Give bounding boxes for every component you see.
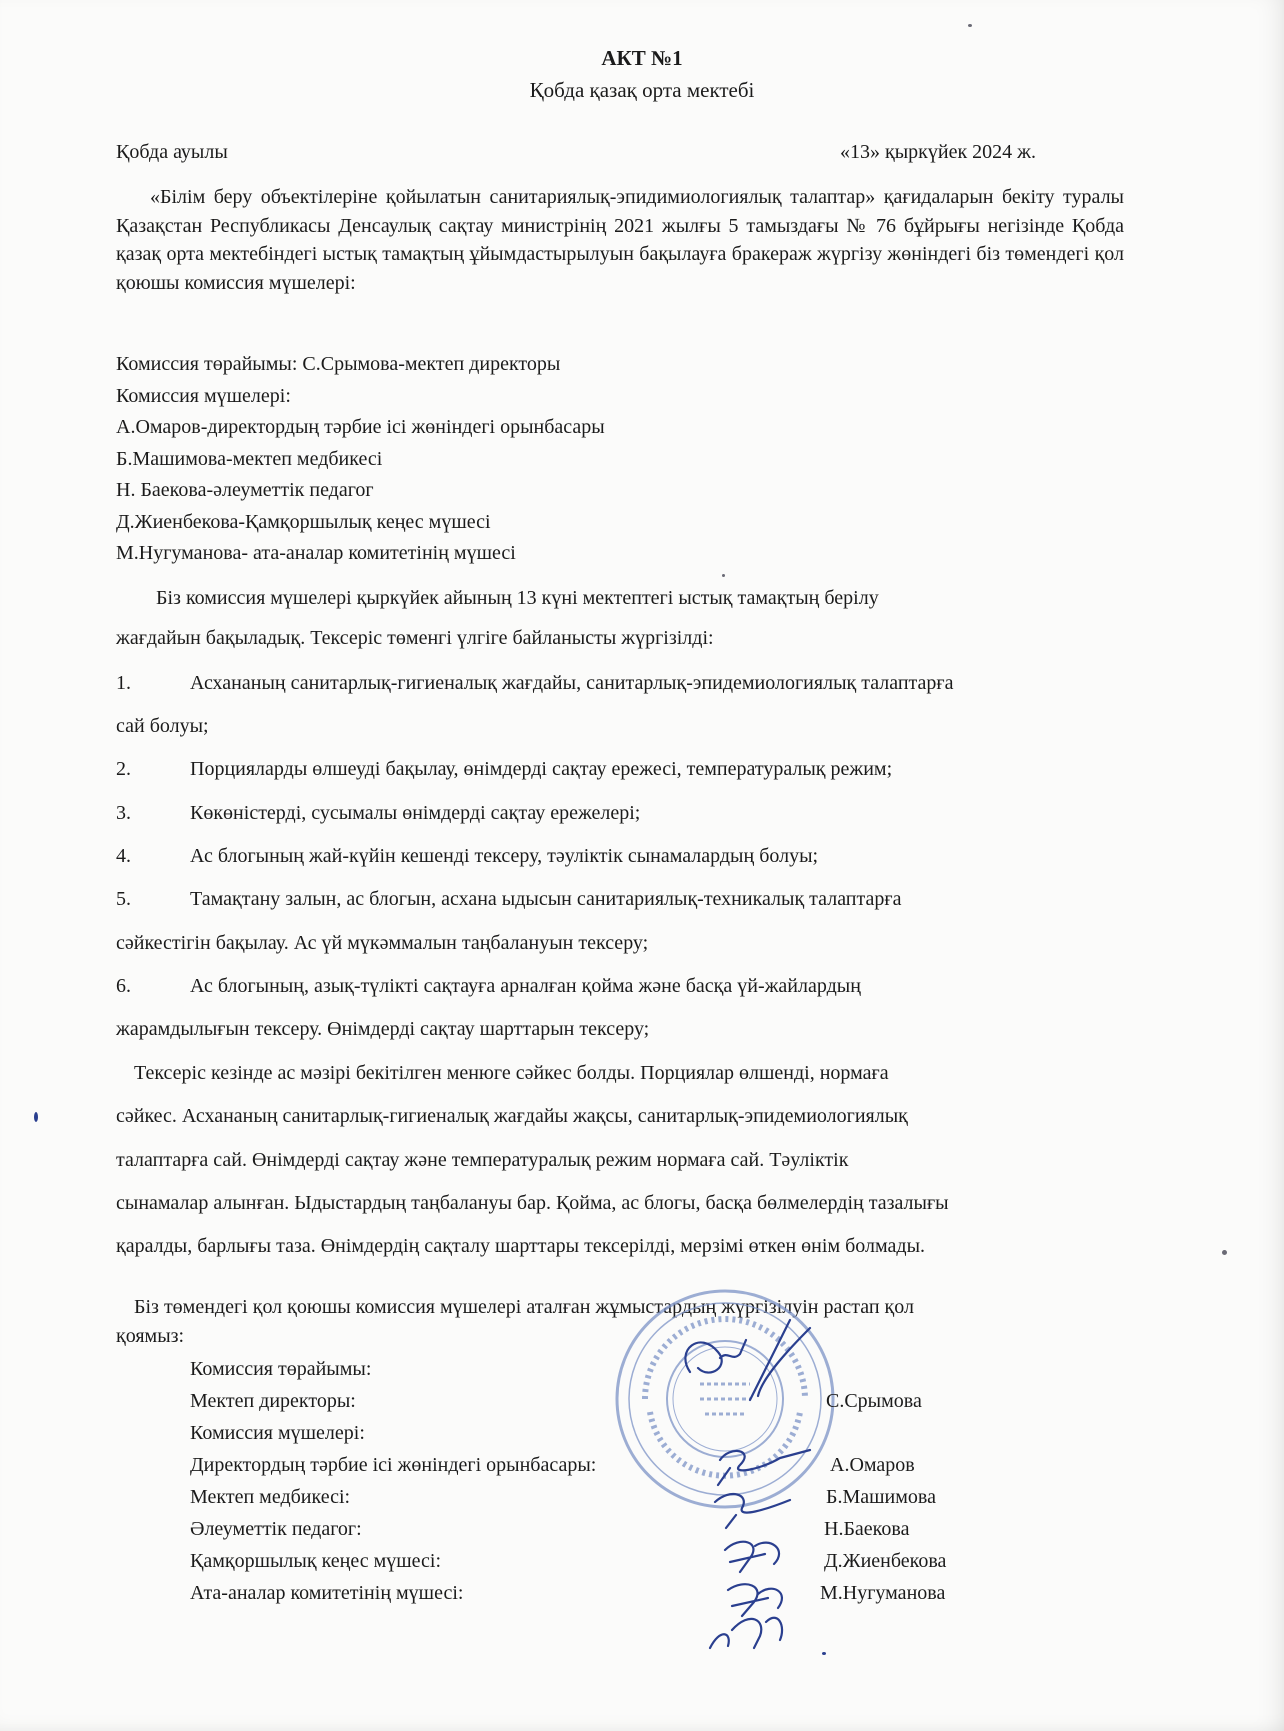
place: Қобда ауылы (116, 141, 228, 163)
commission-member: Д.Жиенбекова-Қамқоршылық кеңес мүшесі (116, 510, 491, 533)
commission-member: Б.Машимова-мектеп медбикесі (116, 447, 383, 470)
findings-line: қаралды, барлығы таза. Өнімдердің сақталу шарттары тексерілді, мерзімі өткен өнім болмады. (116, 1235, 926, 1257)
signature-label: Мектеп директоры: (190, 1390, 356, 1412)
checklist-item: Ас блогының, азық-түлікті сақтауға арналған қойма және басқа үй-жайлардың (190, 975, 861, 997)
findings-line: Тексеріс кезінде ас мәзірі бекітілген менюге сәйкес болды. Порциялар өлшенді, нормаға (134, 1062, 889, 1084)
checklist-item-cont: жарамдылығын тексеру. Өнімдерді сақтау шарттарын тексеру; (116, 1018, 650, 1040)
signature-name: М.Нугуманова (820, 1582, 946, 1604)
scan-speck (1222, 1250, 1227, 1255)
signature-label: Әлеуметтік педагог: (190, 1518, 362, 1540)
signature-chair-heading: Комиссия төрайымы: (190, 1358, 372, 1380)
document-title: АКТ №1 (601, 46, 683, 70)
findings-line: сынамалар алынған. Ыдыстардың таңбалануы бар. Қойма, ас блогы, басқа бөлмелердің тазалығы (116, 1192, 949, 1214)
commission-list (116, 349, 605, 570)
date: «13» қыркүйек 2024 ж. (840, 141, 1036, 163)
signature-label: Қамқоршылық кеңес мүшесі: (190, 1550, 442, 1572)
school-name: Қобда қазақ орта мектебі (529, 78, 755, 102)
findings-line: сәйкес. Асхананың санитарлық-гигиеналық жағдайы жақсы, санитарлық-эпидемиологиялық (116, 1105, 908, 1127)
checklist-item-cont: сай болуы; (116, 715, 209, 737)
checklist-number: 6. (116, 975, 131, 997)
findings-line: талаптарға сай. Өнімдерді сақтау және температуралық режим нормаға сай. Тәуліктік (116, 1149, 849, 1171)
signature-name: А.Омаров (830, 1454, 915, 1476)
signature-name: Д.Жиенбекова (824, 1550, 947, 1572)
inspection-lead: жағдайын бақыладық. Тексеріс төменгі үлгіге байланысты жүргізілді: (116, 627, 714, 649)
intro-paragraph (116, 183, 1124, 297)
signature-label: Мектеп медбикесі: (190, 1486, 351, 1508)
checklist-number: 1. (116, 672, 131, 694)
signature-label: Ата-аналар комитетінің мүшесі: (190, 1582, 464, 1604)
checklist-item: Көкөністерді, сусымалы өнімдерді сақтау ережелері; (190, 802, 641, 824)
commission-member: Н. Баекова-әлеуметтік педагог (116, 479, 374, 501)
commission-member: М.Нугуманова- ата-аналар комитетінің мүшесі (116, 542, 516, 564)
signature-name: Н.Баекова (824, 1518, 910, 1540)
commission-member: А.Омаров-директордың тәрбие ісі жөніндегі орынбасары (116, 416, 605, 438)
scan-speck (722, 574, 725, 577)
signature-members-heading: Комиссия мүшелері: (190, 1422, 365, 1444)
commission-members-heading: Комиссия мүшелері: (116, 384, 291, 407)
signature-name: С.Срымова (826, 1390, 922, 1412)
checklist-item: Порцияларды өлшеуді бақылау, өнімдерді сақтау ережесі, температуралық режим; (190, 758, 893, 780)
checklist-item: Асхананың санитарлық-гигиеналық жағдайы, санитарлық-эпидемиологиялық талаптарға (190, 672, 954, 694)
closing-statement: Біз төмендегі қол қоюшы комиссия мүшелері аталған жұмыстардың жүргізілуін растап қол (134, 1296, 914, 1318)
checklist-number: 3. (116, 802, 131, 824)
scan-speck (34, 1112, 38, 1122)
commission-chair: Комиссия төрайымы: С.Срымова-мектеп директоры (116, 353, 561, 375)
checklist-number: 4. (116, 845, 131, 867)
intro-text: «Білім беру объектілеріне қойылатын санитариялық-эпидимиологиялық талаптар» қағидаларын бекіту туралы Қазақстан Республикасы Денсаулық сақтау министрінің 2021 жылғы 5 тамыздағы № 76 бұйрығы негізінде Қобда қазақ орта мектебіндегі ыстық тамақтың ұйымдастырылуын бақылауға бракераж жүргізу жөніндегі біз төмендегі қол қоюшы комиссия мүшелері: (116, 186, 1124, 294)
inspection-lead: Біз комиссия мүшелері қыркүйек айының 13 күні мектептегі ыстық тамақтың берілу (156, 587, 879, 609)
checklist-number: 5. (116, 888, 131, 910)
signature-label: Директордың тәрбие ісі жөніндегі орынбасары: (190, 1454, 597, 1476)
checklist-item-cont: сәйкестігін бақылау. Ас үй мүкәммалын таңбалануын тексеру; (116, 932, 649, 954)
checklist-item: Тамақтану залын, ас блогын, асхана ыдысын санитариялық-техникалық талаптарға (190, 888, 902, 910)
closing-statement: қоямыз: (116, 1325, 185, 1347)
checklist-item: Ас блогының жай-күйін кешенді тексеру, тәуліктік сынамалардың болуы; (190, 845, 819, 867)
checklist-number: 2. (116, 758, 131, 780)
signature-name: Б.Машимова (826, 1486, 936, 1508)
scan-speck (822, 1652, 826, 1655)
scan-speck (968, 24, 972, 27)
